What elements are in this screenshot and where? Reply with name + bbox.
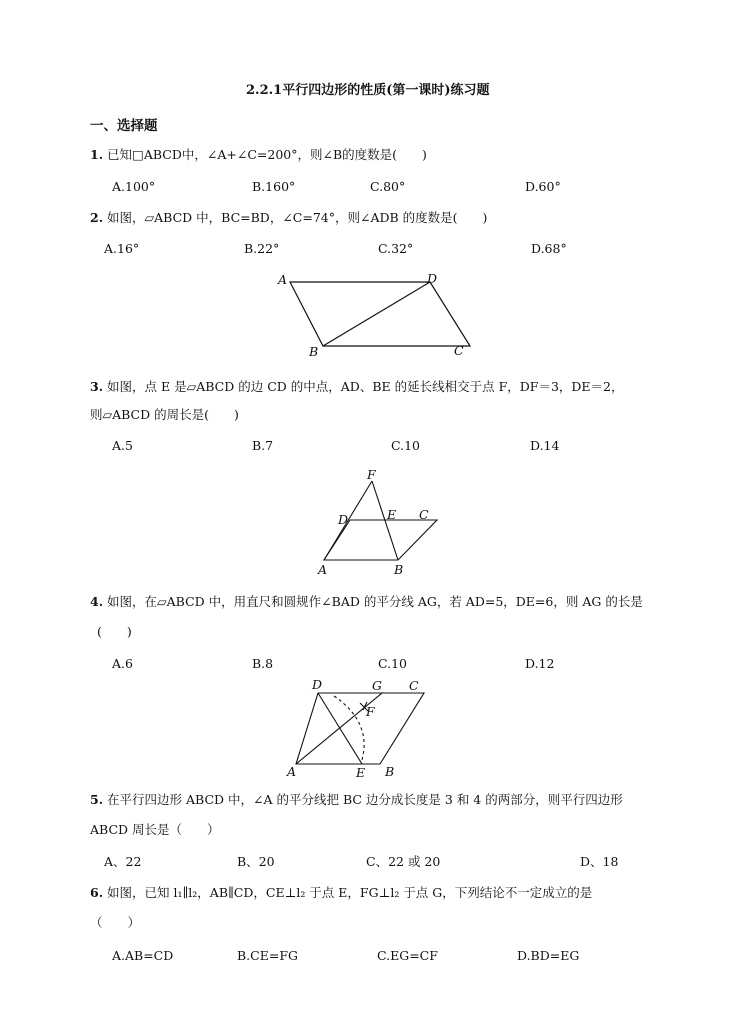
label-a: A xyxy=(318,562,328,577)
question-text-continued: ( ) xyxy=(97,624,132,639)
label-b: B xyxy=(385,764,395,779)
question-6 xyxy=(90,885,592,901)
label-b: B xyxy=(309,344,319,359)
option-c: C、22 或 20 xyxy=(366,854,441,869)
option-a: A.100° xyxy=(112,179,156,194)
question-5 xyxy=(90,792,623,808)
label-d: D xyxy=(338,512,349,527)
compass-arc xyxy=(334,696,364,760)
label-a: A xyxy=(278,272,288,287)
label-g: G xyxy=(372,678,382,693)
option-c: C.80° xyxy=(370,179,406,194)
option-b: B.160° xyxy=(252,179,296,194)
option-d: D、18 xyxy=(580,854,619,869)
question-number: 4. xyxy=(90,594,104,609)
option-b: B.8 xyxy=(252,656,274,671)
option-b: B、20 xyxy=(237,854,275,869)
label-e: E xyxy=(356,765,366,780)
option-a: A.16° xyxy=(104,241,140,256)
question-text: 如图，▱ABCD 中，BC=BD，∠C=74°，则∠ADB 的度数是( ) xyxy=(107,210,488,225)
option-a: A.6 xyxy=(112,656,133,671)
question-number: 3. xyxy=(90,379,104,394)
label-c: C xyxy=(454,343,464,358)
option-d: D.BD=EG xyxy=(517,948,580,963)
option-d: D.14 xyxy=(530,438,560,453)
option-b: B.CE=FG xyxy=(237,948,298,963)
option-b: B.22° xyxy=(244,241,280,256)
option-a: A.AB=CD xyxy=(112,948,174,963)
section-heading: 一、选择题 xyxy=(90,118,158,134)
question-text-continued: ABCD 周长是（ ） xyxy=(90,822,220,837)
label-f: F xyxy=(366,704,375,719)
label-c: C xyxy=(419,507,429,522)
label-f: F xyxy=(367,467,376,482)
option-c: C.10 xyxy=(378,656,407,671)
label-b: B xyxy=(394,562,404,577)
question-number: 6. xyxy=(90,885,104,900)
question-number: 1. xyxy=(90,147,104,162)
option-c: C.10 xyxy=(391,438,420,453)
page-title: 2.2.1平行四边形的性质(第一课时)练习题 xyxy=(246,83,490,98)
question-text-continued: （ ） xyxy=(90,915,141,930)
option-a: A、22 xyxy=(104,854,142,869)
option-d: D.68° xyxy=(531,241,567,256)
question-text-continued: 则▱ABCD 的周长是( ) xyxy=(90,407,239,422)
option-c: C.32° xyxy=(378,241,414,256)
question-number: 5. xyxy=(90,792,104,807)
label-d: D xyxy=(312,677,323,692)
label-a: A xyxy=(287,764,297,779)
question-number: 2. xyxy=(90,210,104,225)
option-d: D.12 xyxy=(525,656,555,671)
label-e: E xyxy=(387,507,397,522)
question-text: 如图，在▱ABCD 中，用直尺和圆规作∠BAD 的平分线 AG，若 AD=5，DE=6，则 AG 的长是 xyxy=(107,594,643,609)
option-a: A.5 xyxy=(112,438,133,453)
option-d: D.60° xyxy=(525,179,561,194)
question-text: 如图，点 E 是▱ABCD 的边 CD 的中点，AD、BE 的延长线相交于点 F，DF＝3，DE＝2， xyxy=(107,379,624,394)
segment-de xyxy=(318,693,362,764)
question-text: 如图，已知 l₁∥l₂，AB∥CD，CE⊥l₂ 于点 E，FG⊥l₂ 于点 G，下列结论不一定成立的是 xyxy=(107,885,593,900)
option-c: C.EG=CF xyxy=(377,948,438,963)
label-d: D xyxy=(427,271,438,286)
option-b: B.7 xyxy=(252,438,274,453)
question-text: 已知□ABCD中，∠A+∠C=200°，则∠B的度数是( ) xyxy=(107,147,427,162)
question-text: 在平行四边形 ABCD 中，∠A 的平分线把 BC 边分成长度是 3 和 4 的两部分，则平行四边形 xyxy=(107,792,623,807)
label-c: C xyxy=(409,678,419,693)
